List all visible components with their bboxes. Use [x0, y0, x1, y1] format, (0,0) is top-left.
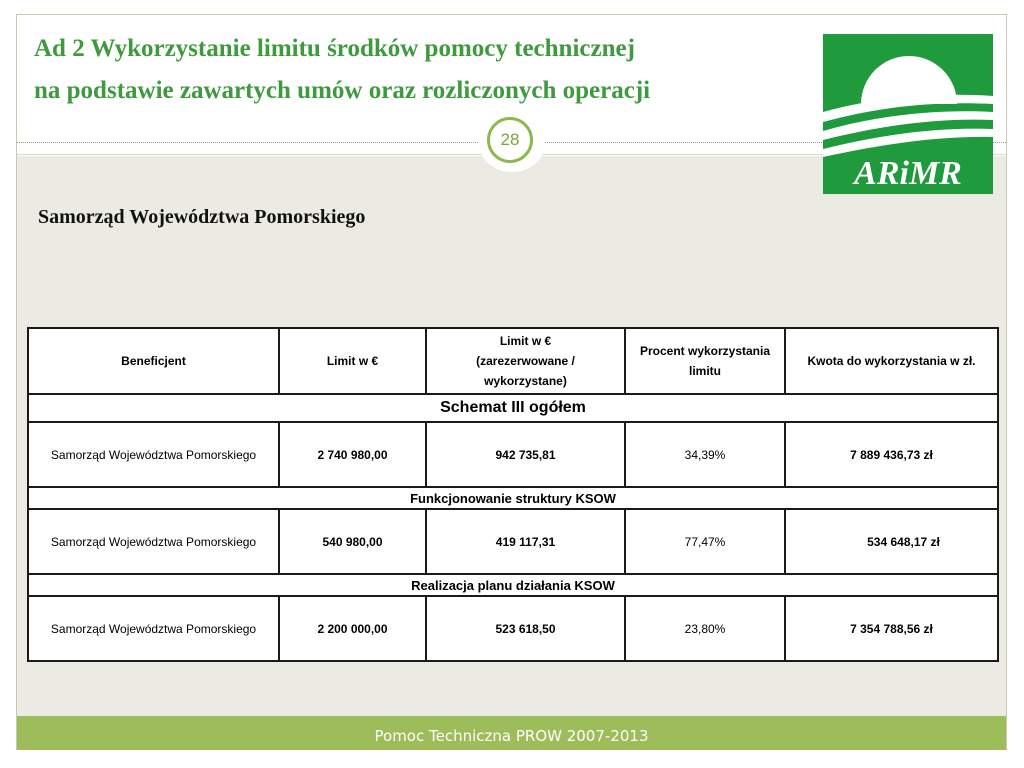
cell-remaining: 534 648,17 zł: [785, 509, 998, 574]
cell-percent: 23,80%: [625, 596, 785, 661]
table-row: [28, 596, 998, 661]
header-limit-used-line-2: (zarezerwowane /: [476, 354, 575, 368]
limit-usage-table: [27, 327, 999, 662]
group-row: [28, 487, 998, 509]
slide-title: [34, 28, 804, 112]
logo-text: ARiMR: [854, 155, 962, 192]
table-row: [28, 422, 998, 487]
cell-percent: 34,39%: [625, 422, 785, 487]
cell-remaining: 7 354 788,56 zł: [785, 596, 998, 661]
slide-title-line-1: Ad 2 Wykorzystanie limitu środków pomocy technicznej: [34, 35, 635, 62]
cell-beneficiary: Samorząd Województwa Pomorskiego: [28, 596, 279, 661]
table-header-row: [28, 328, 998, 394]
cell-remaining: 7 889 436,73 zł: [785, 422, 998, 487]
group-title: Realizacja planu działania KSOW: [28, 574, 998, 596]
header-limit-used-line-3: wykorzystane): [484, 374, 567, 388]
cell-used: 523 618,50: [426, 596, 625, 661]
header-remaining: Kwota do wykorzystania w zł.: [785, 328, 998, 394]
arimr-logo: [823, 34, 993, 194]
cell-limit: 2 200 000,00: [279, 596, 426, 661]
header-percent: Procent wykorzystania limitu: [625, 328, 785, 394]
group-title: Schemat III ogółem: [28, 394, 998, 422]
cell-used: 942 735,81: [426, 422, 625, 487]
slide-title-line-2: na podstawie zawartych umów oraz rozliczonych operacji: [34, 77, 651, 104]
group-title: Funkcjonowanie struktury KSOW: [28, 487, 998, 509]
group-row: [28, 574, 998, 596]
cell-beneficiary: Samorząd Województwa Pomorskiego: [28, 422, 279, 487]
header-limit-used: [426, 328, 625, 394]
header-limit-used-line-1: Limit w €: [499, 334, 552, 348]
cell-beneficiary: Samorząd Województwa Pomorskiego: [28, 509, 279, 574]
section-subtitle: Samorząd Województwa Pomorskiego: [38, 206, 366, 228]
cell-limit: 540 980,00: [279, 509, 426, 574]
group-row: [28, 394, 998, 422]
cell-percent: 77,47%: [625, 509, 785, 574]
cell-used: 419 117,31: [426, 509, 625, 574]
header-beneficiary: Beneficjent: [28, 328, 279, 394]
footer-bar: Pomoc Techniczna PROW 2007-2013: [17, 716, 1006, 750]
table-row: [28, 509, 998, 574]
page-number: 28: [487, 117, 533, 163]
cell-limit: 2 740 980,00: [279, 422, 426, 487]
header-limit: Limit w €: [279, 328, 426, 394]
